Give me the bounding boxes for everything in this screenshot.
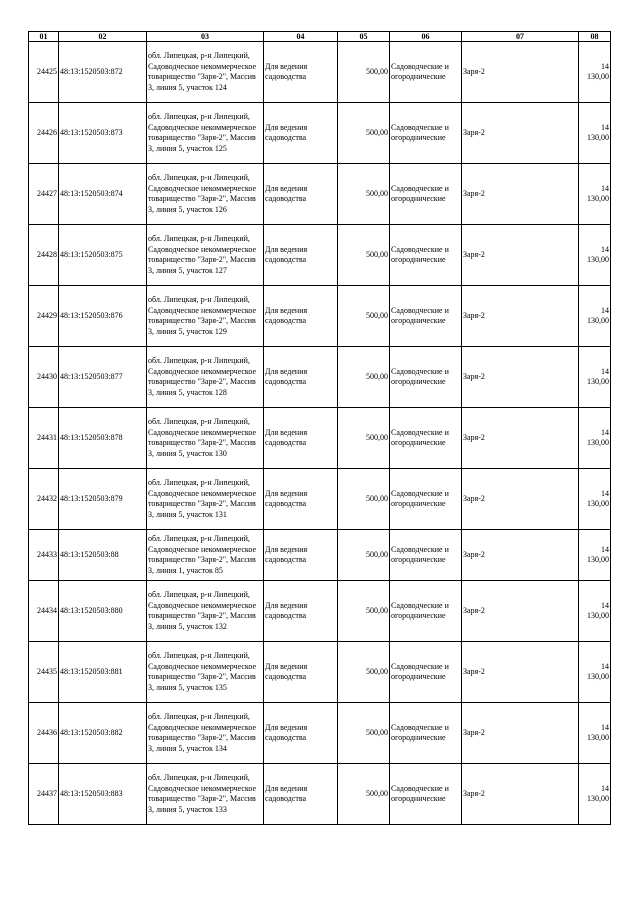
table-row: [29, 642, 611, 703]
table-body: [29, 42, 611, 825]
land-category-cell: Садоводческие и огороднические: [390, 581, 462, 642]
cadastral-value-cell: 14 130,00: [579, 286, 611, 347]
partnership-name-cell: Заря-2: [462, 347, 579, 408]
land-category-cell: Садоводческие и огороднические: [390, 164, 462, 225]
column-header: 04: [264, 32, 338, 42]
address-cell: обл. Липецкая, р-н Липецкий, Садоводческое некоммерческое товарищество "Заря-2", Массив 3, линия 5, участок 124: [147, 42, 264, 103]
cadastral-value-cell: 14 130,00: [579, 164, 611, 225]
cadastral-value-cell: 14 130,00: [579, 581, 611, 642]
record-id-cell: 24434: [29, 581, 59, 642]
cadastral-number-cell: 48:13:1520503:882: [59, 703, 147, 764]
partnership-name-cell: Заря-2: [462, 530, 579, 581]
partnership-name-cell: Заря-2: [462, 581, 579, 642]
address-cell: обл. Липецкая, р-н Липецкий, Садоводческое некоммерческое товарищество "Заря-2", Массив 3, линия 5, участок 131: [147, 469, 264, 530]
permitted-use-cell: Для ведения садоводства: [264, 164, 338, 225]
land-category-cell: Садоводческие и огороднические: [390, 286, 462, 347]
land-category-cell: Садоводческие и огороднические: [390, 530, 462, 581]
partnership-name-cell: Заря-2: [462, 225, 579, 286]
record-id-cell: 24428: [29, 225, 59, 286]
record-id-cell: 24426: [29, 103, 59, 164]
partnership-name-cell: Заря-2: [462, 469, 579, 530]
table-row: [29, 530, 611, 581]
table-row: [29, 225, 611, 286]
table-row: [29, 469, 611, 530]
partnership-name-cell: Заря-2: [462, 164, 579, 225]
land-category-cell: Садоводческие и огороднические: [390, 103, 462, 164]
cadastral-value-cell: 14 130,00: [579, 703, 611, 764]
cadastral-number-cell: 48:13:1520503:875: [59, 225, 147, 286]
column-header: 07: [462, 32, 579, 42]
partnership-name-cell: Заря-2: [462, 642, 579, 703]
address-cell: обл. Липецкая, р-н Липецкий, Садоводческое некоммерческое товарищество "Заря-2", Массив 3, линия 5, участок 133: [147, 764, 264, 825]
cadastral-number-cell: 48:13:1520503:880: [59, 581, 147, 642]
permitted-use-cell: Для ведения садоводства: [264, 530, 338, 581]
cadastral-value-cell: 14 130,00: [579, 469, 611, 530]
area-cell: 500,00: [338, 408, 390, 469]
table-row: [29, 164, 611, 225]
area-cell: 500,00: [338, 581, 390, 642]
land-registry-table: [28, 31, 611, 825]
partnership-name-cell: Заря-2: [462, 764, 579, 825]
record-id-cell: 24435: [29, 642, 59, 703]
address-cell: обл. Липецкая, р-н Липецкий, Садоводческое некоммерческое товарищество "Заря-2", Массив 3, линия 5, участок 126: [147, 164, 264, 225]
address-cell: обл. Липецкая, р-н Липецкий, Садоводческое некоммерческое товарищество "Заря-2", Массив 3, линия 5, участок 130: [147, 408, 264, 469]
cadastral-value-cell: 14 130,00: [579, 347, 611, 408]
column-header: 08: [579, 32, 611, 42]
table-row: [29, 703, 611, 764]
cadastral-value-cell: 14 130,00: [579, 408, 611, 469]
table-row: [29, 42, 611, 103]
permitted-use-cell: Для ведения садоводства: [264, 42, 338, 103]
cadastral-number-cell: 48:13:1520503:879: [59, 469, 147, 530]
area-cell: 500,00: [338, 42, 390, 103]
record-id-cell: 24430: [29, 347, 59, 408]
land-category-cell: Садоводческие и огороднические: [390, 703, 462, 764]
cadastral-number-cell: 48:13:1520503:883: [59, 764, 147, 825]
land-category-cell: Садоводческие и огороднические: [390, 225, 462, 286]
column-header: 06: [390, 32, 462, 42]
partnership-name-cell: Заря-2: [462, 286, 579, 347]
area-cell: 500,00: [338, 764, 390, 825]
table-row: [29, 286, 611, 347]
area-cell: 500,00: [338, 286, 390, 347]
record-id-cell: 24431: [29, 408, 59, 469]
permitted-use-cell: Для ведения садоводства: [264, 642, 338, 703]
cadastral-number-cell: 48:13:1520503:876: [59, 286, 147, 347]
area-cell: 500,00: [338, 703, 390, 764]
area-cell: 500,00: [338, 530, 390, 581]
cadastral-number-cell: 48:13:1520503:878: [59, 408, 147, 469]
address-cell: обл. Липецкая, р-н Липецкий, Садоводческое некоммерческое товарищество "Заря-2", Массив 3, линия 5, участок 132: [147, 581, 264, 642]
record-id-cell: 24433: [29, 530, 59, 581]
address-cell: обл. Липецкая, р-н Липецкий, Садоводческое некоммерческое товарищество "Заря-2", Массив 3, линия 1, участок 85: [147, 530, 264, 581]
table-row: [29, 347, 611, 408]
partnership-name-cell: Заря-2: [462, 703, 579, 764]
permitted-use-cell: Для ведения садоводства: [264, 347, 338, 408]
table-row: [29, 764, 611, 825]
address-cell: обл. Липецкая, р-н Липецкий, Садоводческое некоммерческое товарищество "Заря-2", Массив 3, линия 5, участок 125: [147, 103, 264, 164]
area-cell: 500,00: [338, 642, 390, 703]
column-header: 01: [29, 32, 59, 42]
address-cell: обл. Липецкая, р-н Липецкий, Садоводческое некоммерческое товарищество "Заря-2", Массив 3, линия 5, участок 134: [147, 703, 264, 764]
cadastral-number-cell: 48:13:1520503:874: [59, 164, 147, 225]
permitted-use-cell: Для ведения садоводства: [264, 703, 338, 764]
land-category-cell: Садоводческие и огороднические: [390, 764, 462, 825]
area-cell: 500,00: [338, 469, 390, 530]
table-row: [29, 103, 611, 164]
address-cell: обл. Липецкая, р-н Липецкий, Садоводческое некоммерческое товарищество "Заря-2", Массив 3, линия 5, участок 135: [147, 642, 264, 703]
area-cell: 500,00: [338, 225, 390, 286]
area-cell: 500,00: [338, 164, 390, 225]
cadastral-value-cell: 14 130,00: [579, 103, 611, 164]
permitted-use-cell: Для ведения садоводства: [264, 286, 338, 347]
column-header: 05: [338, 32, 390, 42]
cadastral-value-cell: 14 130,00: [579, 530, 611, 581]
address-cell: обл. Липецкая, р-н Липецкий, Садоводческое некоммерческое товарищество "Заря-2", Массив 3, линия 5, участок 129: [147, 286, 264, 347]
area-cell: 500,00: [338, 347, 390, 408]
land-category-cell: Садоводческие и огороднические: [390, 347, 462, 408]
land-category-cell: Садоводческие и огороднические: [390, 42, 462, 103]
address-cell: обл. Липецкая, р-н Липецкий, Садоводческое некоммерческое товарищество "Заря-2", Массив 3, линия 5, участок 128: [147, 347, 264, 408]
header-row: [29, 32, 611, 42]
partnership-name-cell: Заря-2: [462, 42, 579, 103]
cadastral-number-cell: 48:13:1520503:88: [59, 530, 147, 581]
permitted-use-cell: Для ведения садоводства: [264, 103, 338, 164]
table-row: [29, 408, 611, 469]
record-id-cell: 24429: [29, 286, 59, 347]
address-cell: обл. Липецкая, р-н Липецкий, Садоводческое некоммерческое товарищество "Заря-2", Массив 3, линия 5, участок 127: [147, 225, 264, 286]
cadastral-number-cell: 48:13:1520503:881: [59, 642, 147, 703]
cadastral-number-cell: 48:13:1520503:877: [59, 347, 147, 408]
record-id-cell: 24432: [29, 469, 59, 530]
permitted-use-cell: Для ведения садоводства: [264, 225, 338, 286]
column-header: 02: [59, 32, 147, 42]
permitted-use-cell: Для ведения садоводства: [264, 408, 338, 469]
record-id-cell: 24436: [29, 703, 59, 764]
cadastral-value-cell: 14 130,00: [579, 642, 611, 703]
permitted-use-cell: Для ведения садоводства: [264, 469, 338, 530]
land-category-cell: Садоводческие и огороднические: [390, 408, 462, 469]
land-category-cell: Садоводческие и огороднические: [390, 642, 462, 703]
cadastral-value-cell: 14 130,00: [579, 42, 611, 103]
record-id-cell: 24427: [29, 164, 59, 225]
permitted-use-cell: Для ведения садоводства: [264, 764, 338, 825]
cadastral-number-cell: 48:13:1520503:873: [59, 103, 147, 164]
land-category-cell: Садоводческие и огороднические: [390, 469, 462, 530]
cadastral-value-cell: 14 130,00: [579, 225, 611, 286]
permitted-use-cell: Для ведения садоводства: [264, 581, 338, 642]
record-id-cell: 24425: [29, 42, 59, 103]
cadastral-number-cell: 48:13:1520503:872: [59, 42, 147, 103]
column-header: 03: [147, 32, 264, 42]
cadastral-value-cell: 14 130,00: [579, 764, 611, 825]
area-cell: 500,00: [338, 103, 390, 164]
table-row: [29, 581, 611, 642]
record-id-cell: 24437: [29, 764, 59, 825]
partnership-name-cell: Заря-2: [462, 103, 579, 164]
partnership-name-cell: Заря-2: [462, 408, 579, 469]
